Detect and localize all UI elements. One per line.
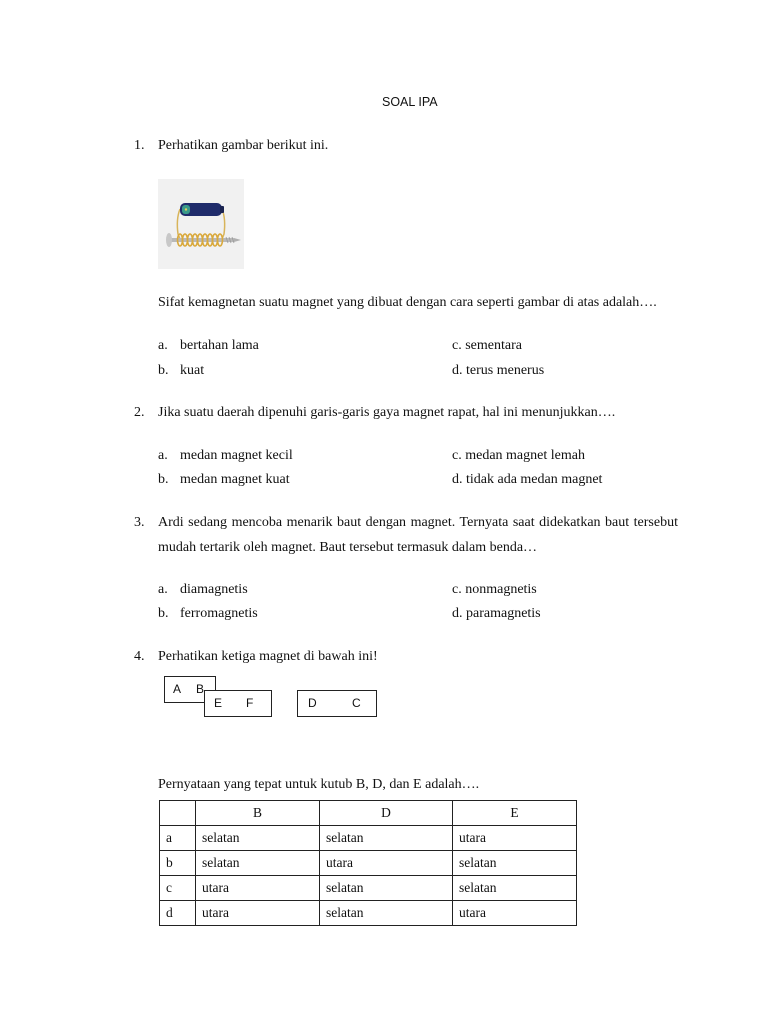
question-prompt: Perhatikan gambar berikut ini.	[158, 138, 329, 153]
magnet-pole-label: D	[308, 696, 317, 710]
table-header-row	[160, 801, 577, 826]
option-text: c. medan magnet lemah	[452, 448, 585, 463]
option-text: medan magnet kecil	[180, 448, 293, 463]
table-cell: utara	[320, 851, 453, 876]
page-title: SOAL IPA	[382, 95, 438, 109]
magnet-pole-label: F	[246, 696, 254, 710]
option-letter: b.	[158, 606, 169, 621]
option-text: ferromagnetis	[180, 606, 258, 621]
option-letter: a.	[158, 448, 168, 463]
option-text: diamagnetis	[180, 582, 248, 597]
question-number: 3.	[134, 515, 145, 530]
option-text: bertahan lama	[180, 338, 259, 353]
electromagnet-image	[158, 179, 244, 269]
option-text: kuat	[180, 363, 205, 378]
question-number: 4.	[134, 649, 145, 664]
table-header-cell: D	[320, 801, 453, 826]
table-row	[160, 851, 577, 876]
magnet-pole-label: E	[214, 696, 223, 710]
table-header-cell	[160, 801, 196, 826]
magnet-pole-label: C	[352, 696, 361, 710]
question-prompt-line: Ardi sedang mencoba menarik baut dengan magnet. Ternyata saat didekatkan baut tersebut	[158, 515, 678, 530]
table-cell: selatan	[453, 851, 577, 876]
question-prompt-line: mudah tertarik oleh magnet. Baut tersebut termasuk dalam benda…	[158, 540, 538, 555]
option-letter: b.	[158, 472, 169, 487]
table-header-cell: B	[196, 801, 320, 826]
table-cell: utara	[453, 826, 577, 851]
question-prompt: Jika suatu daerah dipenuhi garis-garis gaya magnet rapat, hal ini menunjukkan….	[158, 405, 616, 420]
question-prompt: Perhatikan ketiga magnet di bawah ini!	[158, 649, 378, 664]
table-cell: selatan	[196, 826, 320, 851]
table-cell: utara	[196, 876, 320, 901]
table-cell: selatan	[453, 876, 577, 901]
question-number: 1.	[134, 138, 145, 153]
magnet-pole-label: B	[196, 682, 205, 696]
question-text: Pernyataan yang tepat untuk kutub B, D, dan E adalah….	[158, 777, 480, 792]
option-letter: a.	[158, 582, 168, 597]
option-text: d. paramagnetis	[452, 606, 541, 621]
magnet-pole-label: A	[173, 682, 182, 696]
question-number: 2.	[134, 405, 145, 420]
magnet-dc	[297, 690, 377, 717]
electromagnet-illustration	[158, 179, 244, 269]
table-cell: utara	[196, 901, 320, 926]
table-cell: d	[160, 901, 196, 926]
table-cell: selatan	[196, 851, 320, 876]
option-text: medan magnet kuat	[180, 472, 290, 487]
table-cell: selatan	[320, 876, 453, 901]
magnet-ef	[204, 690, 272, 717]
table-cell: c	[160, 876, 196, 901]
table-cell: selatan	[320, 901, 453, 926]
option-text: c. sementara	[452, 338, 522, 353]
table-row	[160, 901, 577, 926]
option-letter: a.	[158, 338, 168, 353]
answer-table	[159, 800, 577, 926]
option-text: d. terus menerus	[452, 363, 545, 378]
table-cell: utara	[453, 901, 577, 926]
table-header-cell: E	[453, 801, 577, 826]
question-text: Sifat kemagnetan suatu magnet yang dibuat dengan cara seperti gambar di atas adalah….	[158, 295, 657, 310]
option-letter: b.	[158, 363, 169, 378]
table-row	[160, 826, 577, 851]
option-text: d. tidak ada medan magnet	[452, 472, 603, 487]
table-cell: selatan	[320, 826, 453, 851]
option-text: c. nonmagnetis	[452, 582, 537, 597]
table-cell: b	[160, 851, 196, 876]
table-cell: a	[160, 826, 196, 851]
table-row	[160, 876, 577, 901]
